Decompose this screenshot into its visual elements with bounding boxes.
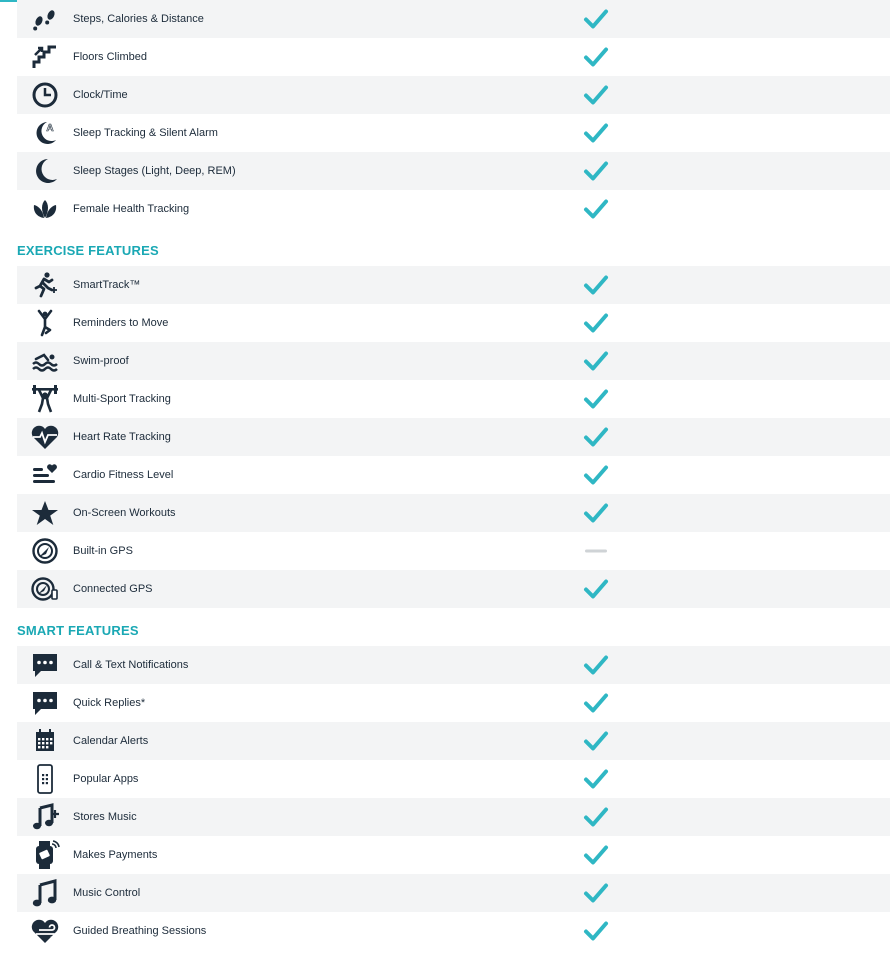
checkmark-icon bbox=[583, 159, 609, 183]
section-title-exercise: EXERCISE FEATURES bbox=[17, 243, 159, 258]
sleep-alarm-icon bbox=[29, 118, 61, 148]
music-note-plus-icon bbox=[29, 802, 61, 832]
feature-row bbox=[17, 532, 890, 570]
section-title-smart: SMART FEATURES bbox=[17, 623, 139, 638]
checkmark-icon bbox=[583, 45, 609, 69]
checkmark-icon bbox=[583, 919, 609, 943]
checkmark-icon bbox=[583, 83, 609, 107]
feature-label: Swim-proof bbox=[73, 355, 129, 367]
checkmark-icon bbox=[583, 767, 609, 791]
feature-label: Reminders to Move bbox=[73, 317, 169, 329]
cardio-bars-icon bbox=[29, 460, 61, 490]
feature-row bbox=[17, 874, 890, 912]
checkmark-icon bbox=[583, 121, 609, 145]
feature-row bbox=[17, 646, 890, 684]
feature-label: Multi-Sport Tracking bbox=[73, 393, 171, 405]
feature-row bbox=[17, 912, 890, 950]
feature-label: Makes Payments bbox=[73, 849, 158, 861]
feature-row bbox=[17, 76, 890, 114]
checkmark-icon bbox=[583, 197, 609, 221]
chat-bubble-icon bbox=[29, 688, 61, 718]
feature-label: Heart Rate Tracking bbox=[73, 431, 171, 443]
breathing-heart-icon bbox=[29, 916, 61, 946]
watch-payment-icon bbox=[29, 840, 61, 870]
feature-label: Steps, Calories & Distance bbox=[73, 13, 204, 25]
feature-row bbox=[17, 38, 890, 76]
calendar-icon bbox=[29, 726, 61, 756]
feature-row bbox=[17, 380, 890, 418]
checkmark-icon bbox=[583, 577, 609, 601]
checkmark-icon bbox=[583, 463, 609, 487]
feature-label: SmartTrack™ bbox=[73, 279, 141, 291]
checkmark-icon bbox=[583, 653, 609, 677]
feature-label: Quick Replies* bbox=[73, 697, 146, 709]
feature-label: Guided Breathing Sessions bbox=[73, 925, 207, 937]
checkmark-icon bbox=[583, 805, 609, 829]
gps-icon bbox=[29, 536, 61, 566]
checkmark-icon bbox=[583, 387, 609, 411]
feature-label: Music Control bbox=[73, 887, 141, 899]
connected-gps-icon bbox=[29, 574, 61, 604]
chat-bubble-icon bbox=[29, 650, 61, 680]
checkmark-icon bbox=[583, 425, 609, 449]
stairs-icon bbox=[29, 42, 61, 72]
star-icon bbox=[29, 498, 61, 528]
phone-app-icon bbox=[29, 764, 61, 794]
feature-row bbox=[17, 798, 890, 836]
feature-row bbox=[17, 722, 890, 760]
checkmark-icon bbox=[583, 501, 609, 525]
feature-row bbox=[17, 418, 890, 456]
music-note-icon bbox=[29, 878, 61, 908]
svg-text:A: A bbox=[46, 123, 54, 134]
footsteps-icon bbox=[29, 4, 61, 34]
feature-row bbox=[17, 456, 890, 494]
feature-row bbox=[17, 266, 890, 304]
checkmark-icon bbox=[583, 729, 609, 753]
feature-row bbox=[17, 570, 890, 608]
feature-row bbox=[17, 152, 890, 190]
feature-row bbox=[17, 684, 890, 722]
clock-icon bbox=[29, 80, 61, 110]
feature-row bbox=[17, 836, 890, 874]
feature-row bbox=[17, 342, 890, 380]
feature-label: Popular Apps bbox=[73, 773, 139, 785]
feature-row bbox=[17, 304, 890, 342]
checkmark-icon bbox=[583, 311, 609, 335]
feature-row bbox=[17, 760, 890, 798]
feature-label: Sleep Tracking & Silent Alarm bbox=[73, 127, 218, 139]
checkmark-icon bbox=[583, 349, 609, 373]
lotus-icon bbox=[29, 194, 61, 224]
feature-label: On-Screen Workouts bbox=[73, 507, 176, 519]
checkmark-icon bbox=[583, 273, 609, 297]
feature-label: Cardio Fitness Level bbox=[73, 469, 174, 481]
weightlifter-icon bbox=[29, 384, 61, 414]
feature-label: Female Health Tracking bbox=[73, 203, 190, 215]
feature-label: Sleep Stages (Light, Deep, REM) bbox=[73, 165, 236, 177]
feature-label: Stores Music bbox=[73, 811, 137, 823]
feature-row bbox=[17, 494, 890, 532]
not-available-dash-icon bbox=[583, 539, 609, 563]
feature-label: Built-in GPS bbox=[73, 545, 133, 557]
feature-label: Call & Text Notifications bbox=[73, 659, 189, 671]
checkmark-icon bbox=[583, 843, 609, 867]
swimmer-icon bbox=[29, 346, 61, 376]
moon-icon bbox=[29, 156, 61, 186]
feature-label: Calendar Alerts bbox=[73, 735, 149, 747]
checkmark-icon bbox=[583, 691, 609, 715]
feature-label: Floors Climbed bbox=[73, 51, 147, 63]
feature-row bbox=[17, 0, 890, 38]
checkmark-icon bbox=[583, 7, 609, 31]
heart-pulse-icon bbox=[29, 422, 61, 452]
feature-row bbox=[17, 114, 890, 152]
checkmark-icon bbox=[583, 881, 609, 905]
feature-label: Clock/Time bbox=[73, 89, 128, 101]
runner-icon bbox=[29, 270, 61, 300]
feature-row bbox=[17, 190, 890, 228]
feature-label: Connected GPS bbox=[73, 583, 153, 595]
stretch-person-icon bbox=[29, 308, 61, 338]
